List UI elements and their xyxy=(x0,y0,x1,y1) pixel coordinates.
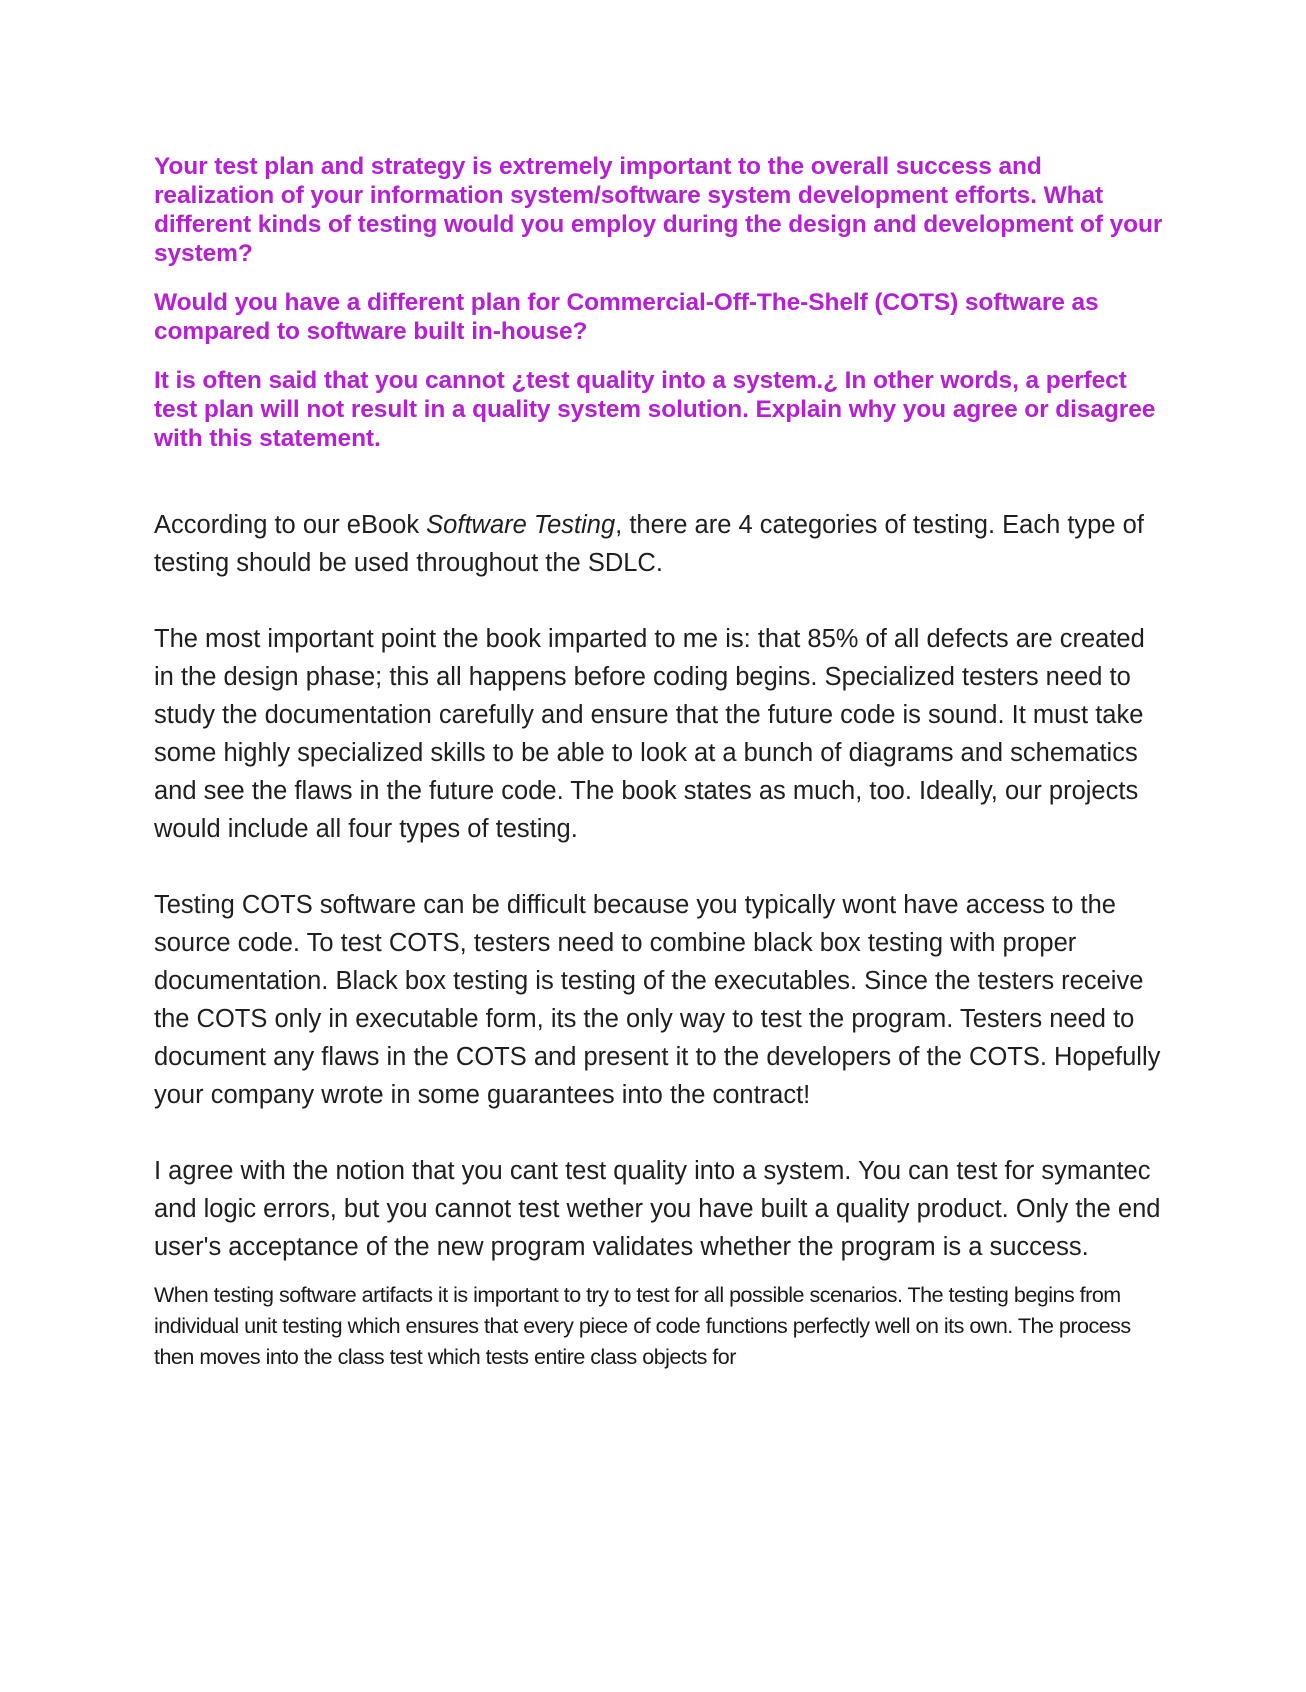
answer-paragraph-3: Testing COTS software can be difficult because you typically wont have access to the source code. To test COTS, testers need to combine black box testing with proper documentation. Black box testing is testing of the executables. Since the testers receive the COTS only in executable form, its the only way to test the program. Testers need to document any flaws in the COTS and present it to the developers of the COTS. Hopefully your company wrote in some guarantees into the contract! xyxy=(154,891,1161,1109)
question-3: It is often said that you cannot ¿test quality into a system.¿ In other words, a perfect test plan will not result in a quality system solution. Explain why you agree or disagree with this statement. xyxy=(154,367,1156,452)
question-1: Your test plan and strategy is extremely important to the overall success and realization of your information system/software system development efforts. What different kinds of testing would you employ during the design and development of your system? xyxy=(154,153,1163,267)
answer-paragraph-4: I agree with the notion that you cant test quality into a system. You can test for symantec and logic errors, but you cannot test wether you have built a quality product. Only the end user's acceptance of the new program validates whether the program is a success. xyxy=(154,1157,1161,1261)
book-title: Software Testing xyxy=(426,511,616,539)
answer-paragraph-1 xyxy=(154,506,1164,582)
question-2: Would you have a different plan for Commercial-Off-The-Shelf (COTS) software as compared to software built in-house? xyxy=(154,289,1099,345)
answer-1-text-end: , there are 4 categories of testing. Each type of testing should be used throughout the SDLC. xyxy=(154,511,1144,577)
answer-paragraph-2: The most important point the book imparted to me is: that 85% of all defects are created in the design phase; this all happens before coding begins. Specialized testers need to study the documentation carefully and ensure that the future code is sound. It must take some highly specialized skills to be able to look at a bunch of diagrams and schematics and see the flaws in the future code. The book states as much, too. Ideally, our projects would include all four types of testing. xyxy=(154,625,1145,843)
answer-1-text-start: According to our eBook xyxy=(154,511,427,539)
document-content xyxy=(154,152,1164,1373)
answer-paragraph-5: When testing software artifacts it is important to try to test for all possible scenarios. The testing begins from individual unit testing which ensures that every piece of code functions perfectly well on its own. The process then moves into the class test which tests entire class objects for xyxy=(154,1283,1131,1369)
